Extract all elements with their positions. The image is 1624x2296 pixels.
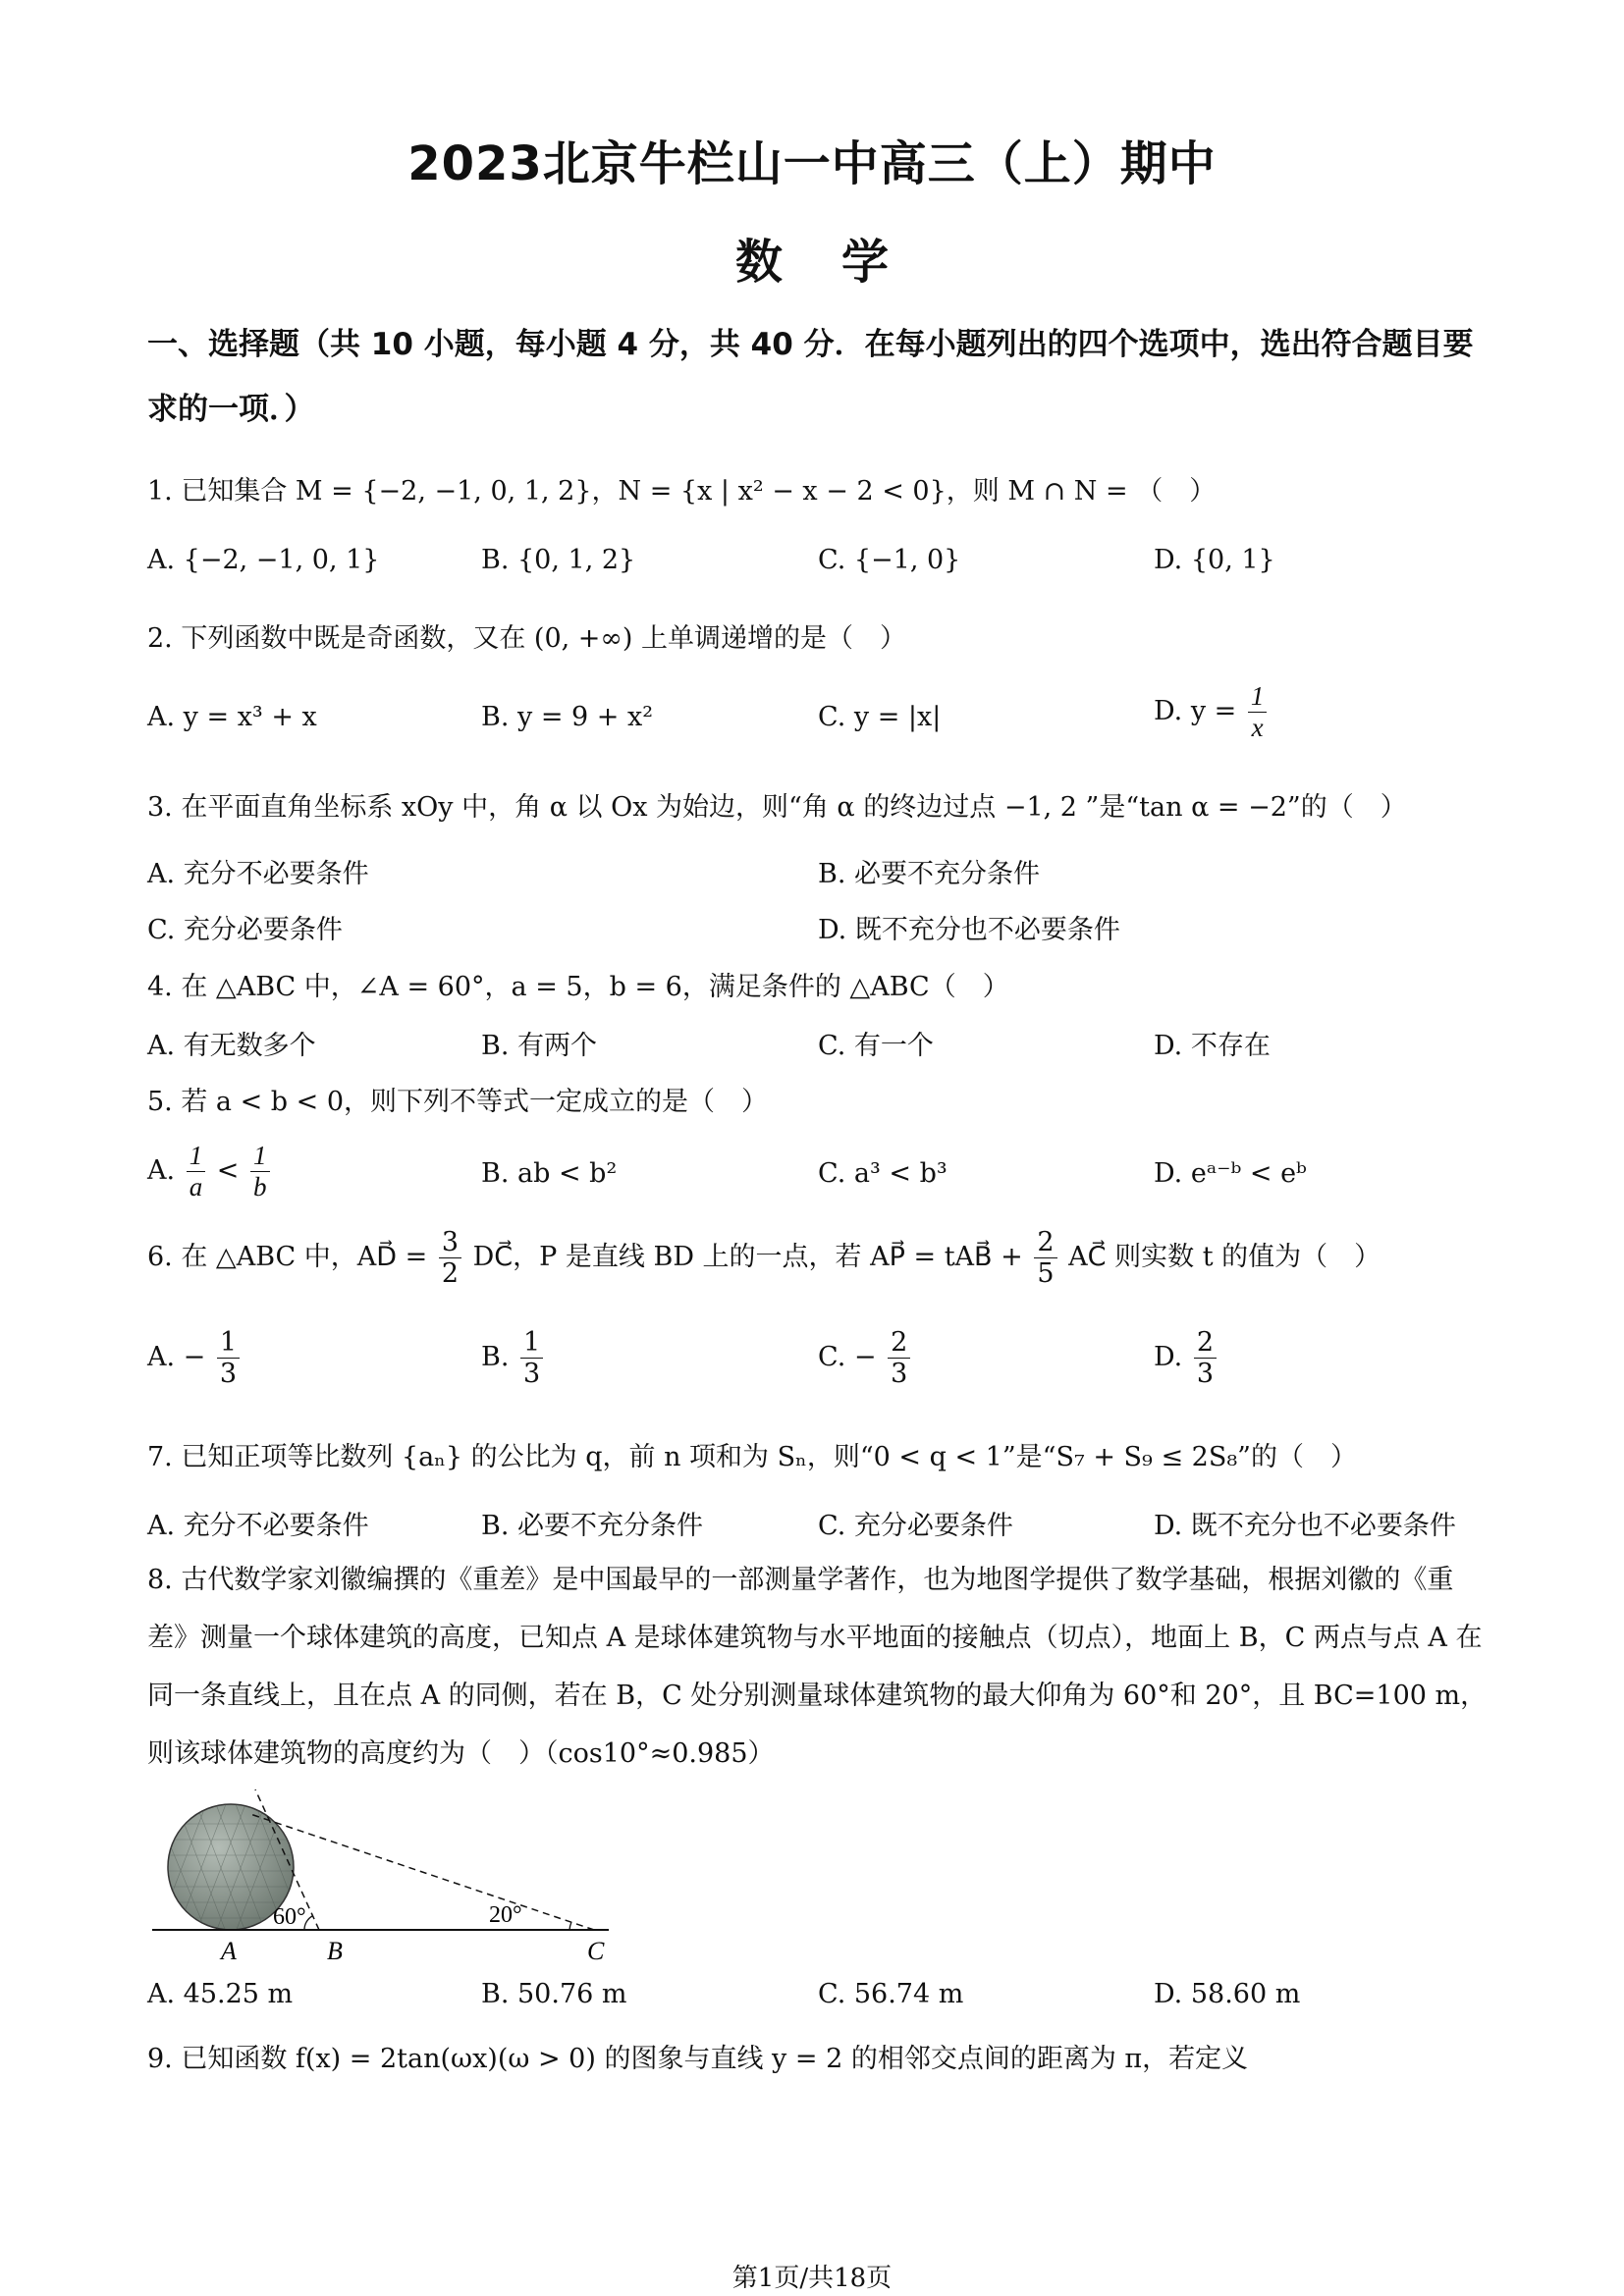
- q5-option-a: [147, 1141, 273, 1202]
- point-label-a: A: [221, 1937, 237, 1965]
- q8-sphere-figure: [147, 1785, 619, 1971]
- q7-option-c: C. 充分必要条件: [818, 1511, 1013, 1541]
- q5-option-d: D. eᵃ⁻ᵇ < eᵇ: [1154, 1158, 1307, 1189]
- page-number: 第1页/共18页: [731, 2264, 893, 2293]
- q3-option-a: A. 充分不必要条件: [147, 859, 369, 889]
- q6-b-den: 3: [523, 1359, 541, 1390]
- question-9-stem: 9. 已知函数 f(x) = 2tan(ωx)(ω > 0) 的图象与直线 y = 2 的相邻交点间的距离为 π，若定义: [147, 2044, 1249, 2074]
- q8-option-d: D. 58.60 m: [1154, 1979, 1301, 2009]
- q6-frac2: [1034, 1227, 1056, 1289]
- q2-option-d: [1154, 681, 1270, 743]
- q8-option-a: A. 45.25 m: [147, 1979, 294, 2009]
- q2-option-a: A. y = x³ + x: [147, 702, 317, 732]
- q3-option-b: B. 必要不充分条件: [818, 859, 1041, 889]
- q5-a-lhs-fraction: [187, 1141, 206, 1202]
- q1-option-b: B. {0, 1, 2}: [481, 545, 636, 575]
- q5-a-rhs-fraction: [250, 1141, 270, 1202]
- q2-d-denominator: x: [1251, 713, 1264, 743]
- q5-a-lhs-den: a: [189, 1172, 203, 1202]
- q4-option-d: D. 不存在: [1154, 1031, 1271, 1061]
- q7-option-a: A. 充分不必要条件: [147, 1511, 369, 1541]
- q6-frac2-den: 5: [1037, 1258, 1055, 1290]
- q6-a-den: 3: [219, 1359, 238, 1390]
- q6-d-den: 3: [1196, 1359, 1215, 1390]
- q6-c-label: C. −: [818, 1342, 877, 1373]
- angle-arc-c: [569, 1922, 571, 1930]
- q5-a-lhs-num: 1: [187, 1141, 206, 1172]
- question-8-stem: 8. 古代数学家刘徽编撰的《重差》是中国最早的一部测量学著作，也为地图学提供了数学基础，根据刘徽的《重差》测量一个球体建筑的高度，已知点 A 是球体建筑物与水平地面的接触点（切点），地面上 B，C 两点与点 A 在同一条直线上，且在点 A 的同侧，若在 B，C 处分别测量球体建筑物的最大仰角为 60°和 20°，且 BC=100 m，则该球体建筑物的高度约为（ ）（cos10°≈0.985）: [147, 1565, 1488, 1769]
- q1-option-a: A. {−2, −1, 0, 1}: [147, 545, 380, 575]
- q6-a-label: A. −: [147, 1342, 206, 1373]
- q4-option-c: C. 有一个: [818, 1031, 934, 1061]
- question-7-stem: 7. 已知正项等比数列 {aₙ} 的公比为 q，前 n 项和为 Sₙ，则“0 < q < 1”是“S₇ + S₉ ≤ 2S₈”的（ ）: [147, 1442, 1357, 1472]
- q2-option-d-fraction: [1248, 681, 1268, 743]
- q6-stem-part1: 6. 在 △ABC 中，AD⃗ =: [147, 1242, 428, 1273]
- q6-d-num: 2: [1194, 1327, 1217, 1359]
- q6-frac1: [439, 1227, 461, 1289]
- q5-option-b: B. ab < b²: [481, 1158, 618, 1189]
- q6-c-den: 3: [891, 1359, 908, 1390]
- q6-c-fraction: [888, 1327, 910, 1389]
- angle-label-c: 20°: [489, 1902, 522, 1928]
- section-heading: 一、选择题（共 10 小题，每小题 4 分，共 40 分．在每小题列出的四个选项中，选出符合题目要求的一项．）: [147, 327, 1474, 427]
- q2-option-c: C. y = |x|: [818, 702, 942, 732]
- question-6-stem: [147, 1227, 1380, 1289]
- q6-stem-part2: DC⃗，P 是直线 BD 上的一点，若 AP⃗ = tAB⃗ +: [472, 1242, 1023, 1273]
- q2-d-numerator: 1: [1248, 681, 1268, 713]
- q6-frac1-num: 3: [439, 1227, 461, 1258]
- q6-b-fraction: [520, 1327, 543, 1389]
- q7-option-b: B. 必要不充分条件: [481, 1511, 704, 1541]
- q1-option-d: D. {0, 1}: [1154, 545, 1275, 575]
- q4-option-a: A. 有无数多个: [147, 1031, 316, 1061]
- subject-heading: 数学: [734, 235, 947, 290]
- q6-option-b: [481, 1327, 546, 1389]
- q6-c-num: 2: [888, 1327, 910, 1359]
- q1-option-c: C. {−1, 0}: [818, 545, 961, 575]
- q2-option-b: B. y = 9 + x²: [481, 702, 654, 732]
- q6-a-num: 1: [217, 1327, 240, 1359]
- question-3-stem: 3. 在平面直角坐标系 xOy 中，角 α 以 Ox 为始边，则“角 α 的终边过点 −1, 2 ”是“tan α = −2”的（ ）: [147, 792, 1407, 823]
- q6-stem-part3: AC⃗ 则实数 t 的值为（ ）: [1068, 1242, 1381, 1273]
- q5-option-a-prefix: A.: [147, 1155, 176, 1187]
- q6-d-label: D.: [1154, 1342, 1183, 1373]
- question-2-stem: 2. 下列函数中既是奇函数，又在 (0, +∞) 上单调递增的是（ ）: [147, 623, 907, 654]
- q5-a-op: <: [216, 1155, 240, 1187]
- q6-option-c: [818, 1327, 913, 1389]
- question-4-stem: 4. 在 △ABC 中，∠A = 60°，a = 5，b = 6，满足条件的 △ABC（ ）: [147, 972, 1009, 1002]
- q6-option-d: [1154, 1327, 1219, 1389]
- q6-frac2-num: 2: [1034, 1227, 1056, 1258]
- q3-option-d: D. 既不充分也不必要条件: [818, 915, 1120, 945]
- q3-option-c: C. 充分必要条件: [147, 915, 343, 945]
- q2-option-d-prefix: D. y =: [1154, 696, 1237, 727]
- angle-label-b: 60°: [273, 1904, 306, 1930]
- q6-d-fraction: [1194, 1327, 1217, 1389]
- q6-b-label: B.: [481, 1342, 510, 1373]
- q5-a-rhs-num: 1: [250, 1141, 270, 1172]
- q6-a-fraction: [217, 1327, 240, 1389]
- q4-option-b: B. 有两个: [481, 1031, 598, 1061]
- point-label-c: C: [587, 1937, 605, 1965]
- page-title: 2023北京牛栏山一中高三（上）期中: [407, 136, 1217, 191]
- q5-option-c: C. a³ < b³: [818, 1158, 947, 1189]
- question-1-stem: 1. 已知集合 M = {−2, −1, 0, 1, 2}，N = {x | x² − x − 2 < 0}，则 M ∩ N = （ ）: [147, 476, 1217, 507]
- point-label-b: B: [327, 1937, 343, 1965]
- q7-option-d: D. 既不充分也不必要条件: [1154, 1511, 1456, 1541]
- q6-option-a: [147, 1327, 243, 1389]
- q8-option-c: C. 56.74 m: [818, 1979, 964, 2009]
- q8-option-b: B. 50.76 m: [481, 1979, 627, 2009]
- q6-b-num: 1: [520, 1327, 543, 1359]
- q5-a-rhs-den: b: [253, 1172, 267, 1202]
- q6-frac1-den: 2: [441, 1258, 460, 1290]
- question-5-stem: 5. 若 a < b < 0，则下列不等式一定成立的是（ ）: [147, 1087, 769, 1117]
